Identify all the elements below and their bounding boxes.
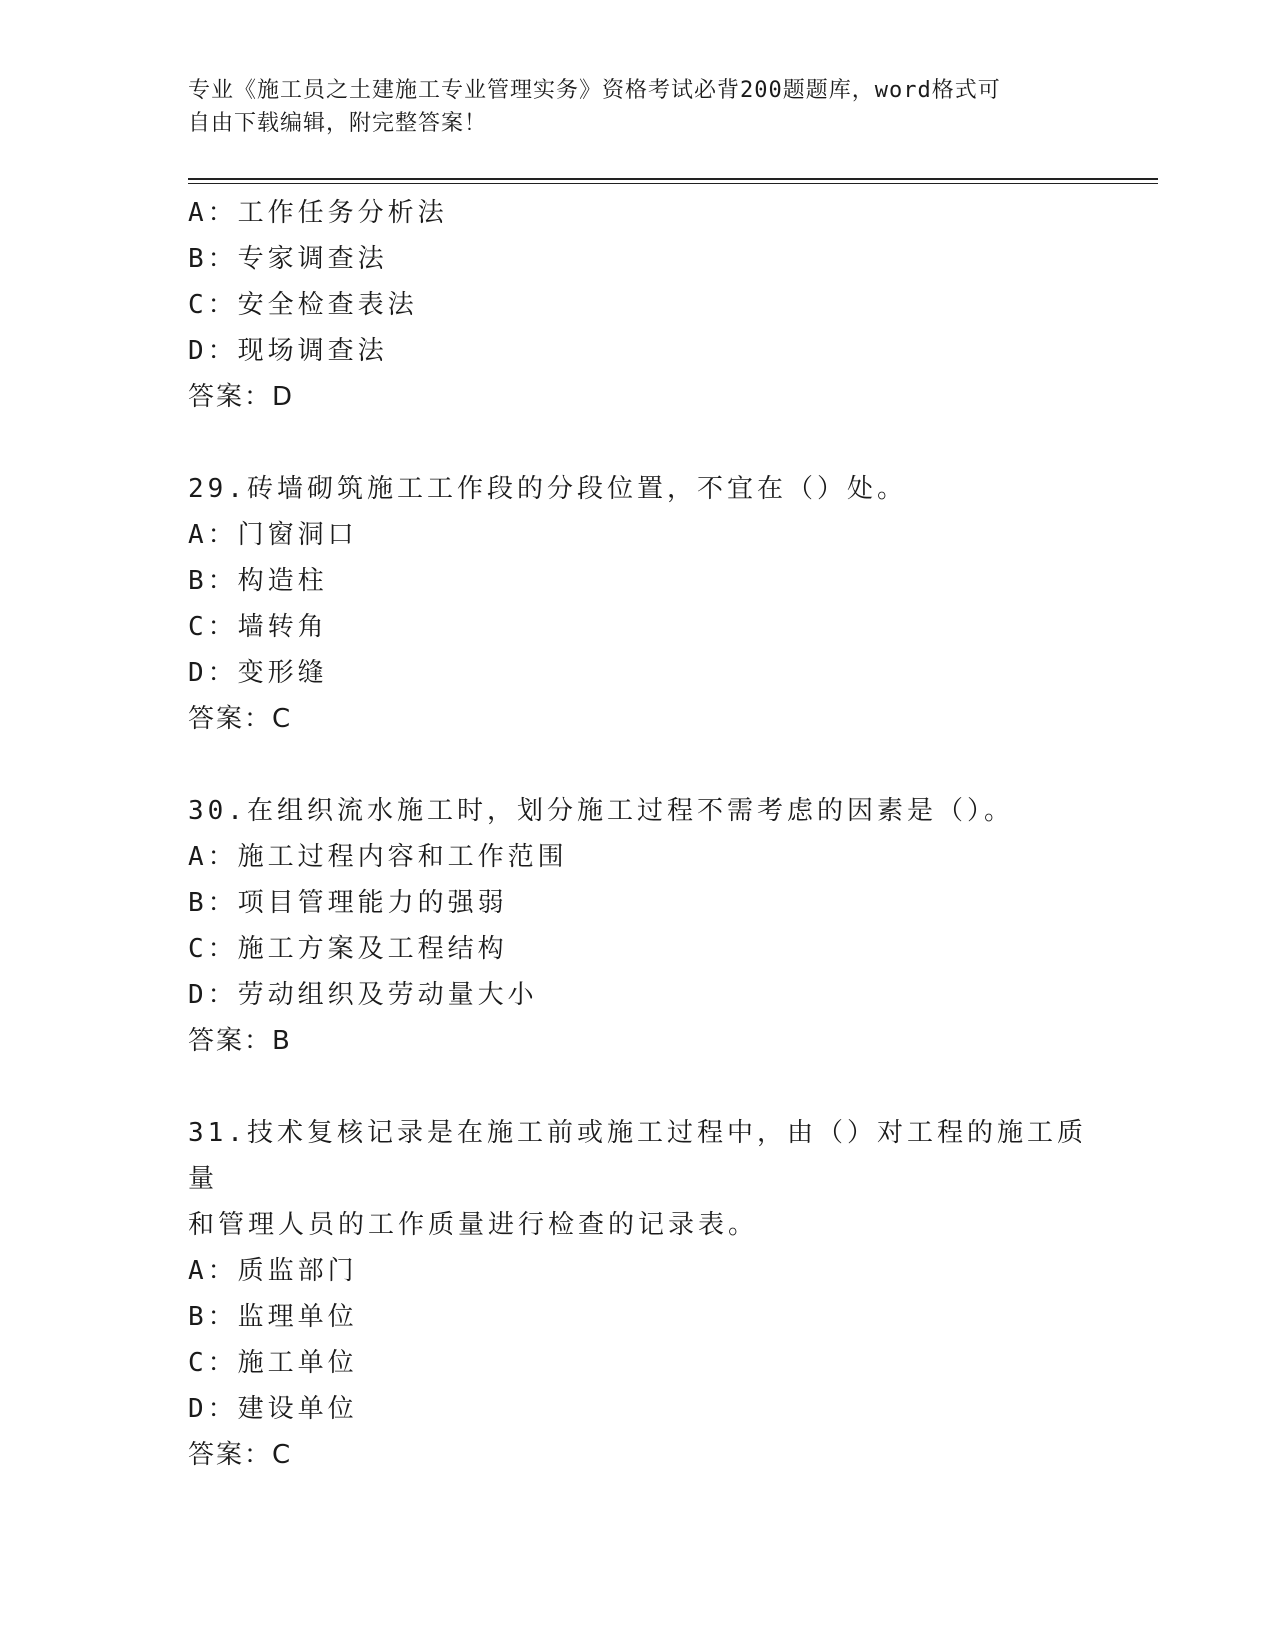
- question-text-line-1: 31.技术复核记录是在施工前或施工过程中，由（）对工程的施工质量: [188, 1118, 1087, 1194]
- header-line-1: 专业《施工员之土建施工专业管理实务》资格考试必背200题题库，word格式可: [188, 78, 1001, 103]
- option-a: A：工作任务分析法: [188, 198, 448, 228]
- question-31-block: [188, 1110, 1088, 1478]
- option-c: C：墙转角: [188, 612, 328, 642]
- document-header: [188, 74, 1068, 140]
- option-a: A：门窗洞口: [188, 520, 358, 550]
- question-29-block: [188, 466, 1088, 742]
- question-text: 30.在组织流水施工时，划分施工过程不需考虑的因素是（）。: [188, 796, 1014, 826]
- option-d: D：劳动组织及劳动量大小: [188, 980, 538, 1010]
- header-rule-thick: [188, 178, 1158, 180]
- question-text: 29.砖墙砌筑施工工作段的分段位置，不宜在（）处。: [188, 474, 907, 504]
- question-text-line-2: 和管理人员的工作质量进行检查的记录表。: [188, 1210, 759, 1240]
- option-d: D：建设单位: [188, 1394, 358, 1424]
- answer-line: 答案：B: [188, 1026, 292, 1056]
- option-b: B：专家调查法: [188, 244, 388, 274]
- option-a: A：施工过程内容和工作范围: [188, 842, 568, 872]
- question-28-block: [188, 190, 1088, 420]
- option-d: D：变形缝: [188, 658, 328, 688]
- option-b: B：项目管理能力的强弱: [188, 888, 508, 918]
- option-c: C：安全检查表法: [188, 290, 418, 320]
- answer-line: 答案：C: [188, 1440, 293, 1470]
- answer-line: 答案：C: [188, 704, 293, 734]
- option-a: A：质监部门: [188, 1256, 358, 1286]
- header-line-2: 自由下载编辑，附完整答案！: [188, 111, 488, 136]
- option-c: C：施工单位: [188, 1348, 358, 1378]
- option-c: C：施工方案及工程结构: [188, 934, 508, 964]
- question-30-block: [188, 788, 1088, 1064]
- option-b: B：构造柱: [188, 566, 328, 596]
- answer-line: 答案：D: [188, 382, 295, 412]
- option-d: D：现场调查法: [188, 336, 388, 366]
- header-rule-thin: [188, 183, 1158, 184]
- question-list: [188, 190, 1088, 1478]
- option-b: B：监理单位: [188, 1302, 358, 1332]
